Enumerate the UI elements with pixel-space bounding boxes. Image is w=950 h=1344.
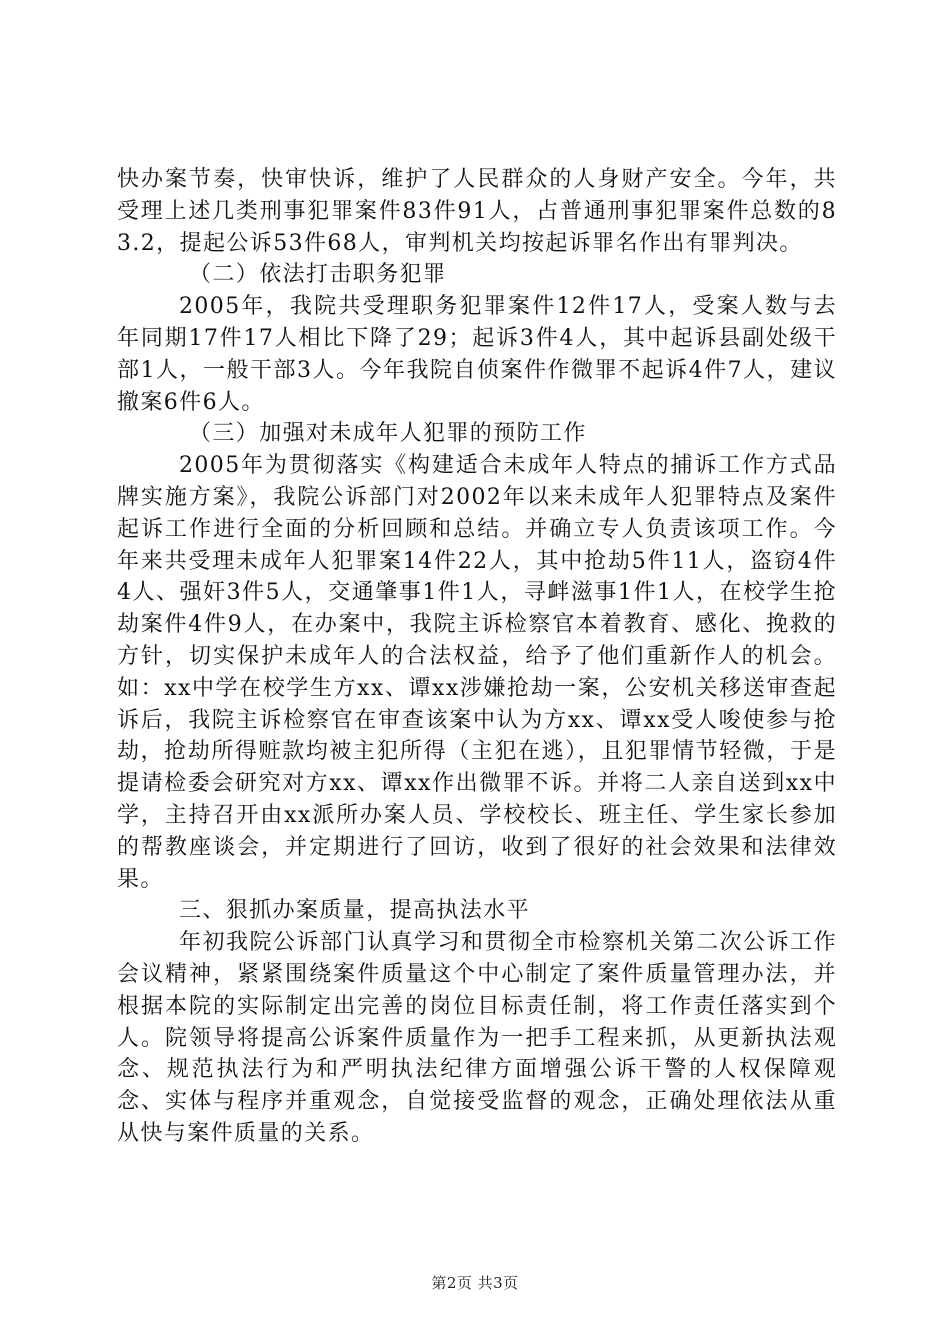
document-body: [117, 164, 837, 1150]
paragraph-continued: 快办案节奏，快审快诉，维护了人民群众的人身财产安全。今年，共受理上述几类刑事犯罪案件83件91人，占普通刑事犯罪案件总数的83.2，提起公诉53件68人，审判机关均按起诉罪名作出有罪判决。: [117, 167, 837, 256]
section-heading-3: （三）加强对未成年人犯罪的预防工作: [189, 421, 587, 447]
page-number-footer: 第2页 共3页: [431, 1274, 519, 1292]
section-heading-main-3: 三、狠抓办案质量，提高执法水平: [179, 898, 531, 924]
paragraph-quality: 年初我院公诉部门认真学习和贯彻全市检察机关第二次公诉工作会议精神，紧紧围绕案件质量这个中心制定了案件质量管理办法，并根据本院的实际制定出完善的岗位目标责任制，将工作责任落实到个人。院领导将提高公诉案件质量作为一把手工程来抓，从更新执法观念、规范执法行为和严明执法纪律方面增强公诉干警的人权保障观念、实体与程序并重观念，自觉接受监督的观念，正确处理依法从重从快与案件质量的关系。: [117, 930, 837, 1146]
paragraph-juvenile: 2005年为贯彻落实《构建适合未成年人特点的捕诉工作方式品牌实施方案》，我院公诉部门对2002年以来未成年人犯罪特点及案件起诉工作进行全面的分析回顾和总结。并确立专人负责该项工作。今年来共受理未成年人犯罪案14件22人，其中抢劫5件11人，盗窃4件4人、强奸3件5人，交通肇事1件1人，寻衅滋事1件1人，在校学生抢劫案件4件9人，在办案中，我院主诉检察官本着教育、感化、挽救的方针，切实保护未成年人的合法权益，给予了他们重新作人的机会。如：xx中学在校学生方xx、谭xx涉嫌抢劫一案，公安机关移送审查起诉后，我院主诉检察官在审查该案中认为方xx、谭xx受人唆使参与抢劫，抢劫所得赃款均被主犯所得（主犯在逃），且犯罪情节轻微，于是提请检委会研究对方xx、谭xx作出微罪不诉。并将二人亲自送到xx中学，主持召开由xx派所办案人员、学校校长、班主任、学生家长参加的帮教座谈会，并定期进行了回访，收到了很好的社会效果和法律效果。: [117, 453, 837, 892]
section-heading-2: （二）依法打击职务犯罪: [189, 262, 447, 288]
paragraph-duty-crime: 2005年，我院共受理职务犯罪案件12件17人，受案人数与去年同期17件17人相比下降了29；起诉3件4人，其中起诉县副处级干部1人，一般干部3人。今年我院自侦案件作微罪不起诉4件7人，建议撤案6件6人。: [117, 294, 837, 415]
